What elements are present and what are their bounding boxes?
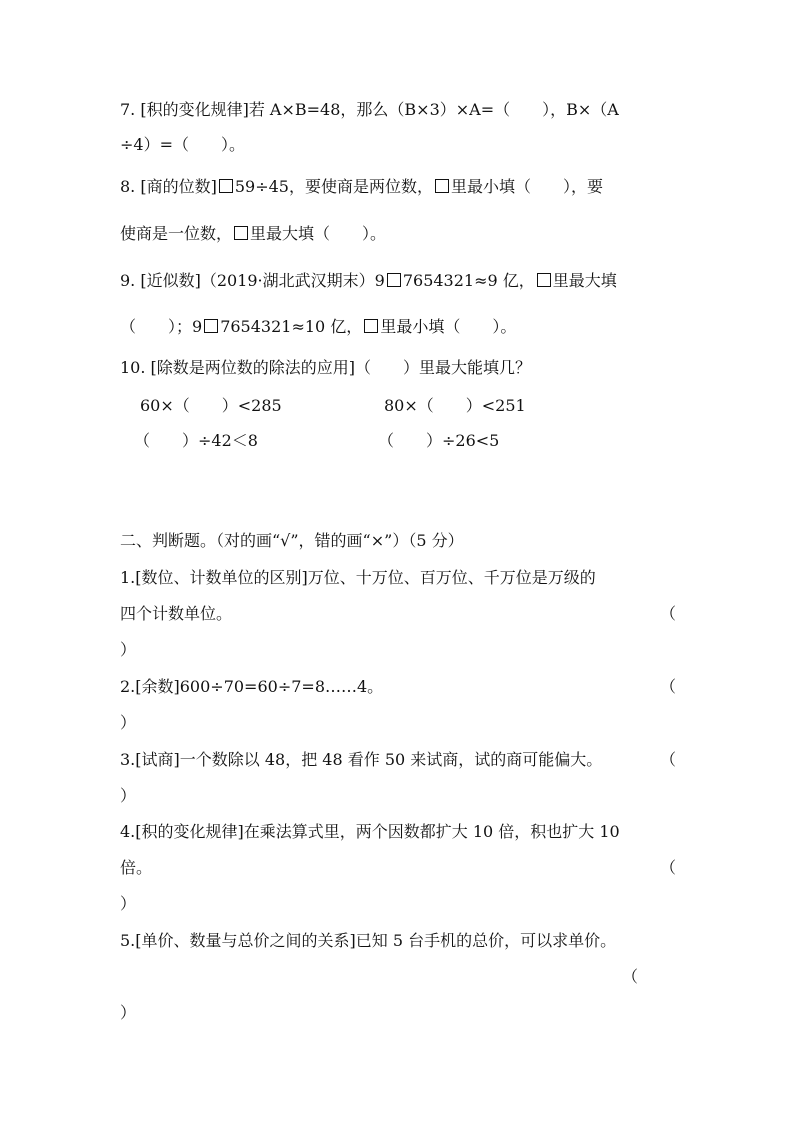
q9-text: 9. [近似数]（2019·湖北武汉期末）9 <box>120 271 385 290</box>
blank-box-icon <box>537 273 551 287</box>
judge-item-4-line-2: 倍。 <box>120 858 153 877</box>
judge-item-5-open-paren: （ <box>622 967 639 986</box>
blank-box-icon <box>234 226 248 240</box>
q8-text: 使商是一位数， <box>120 224 233 243</box>
blank-box-icon <box>364 319 378 333</box>
judge-item-4-line-1: 4.[积的变化规律]在乘法算式里，两个因数都扩大 10 倍，积也扩大 10 <box>120 822 620 841</box>
q9-text: 里最小填（ ）。 <box>380 317 517 336</box>
judge-item-3-line-1: 3.[试商]一个数除以 48，把 48 看作 50 来试商，试的商可能偏大。 <box>120 750 603 769</box>
q9-text: （ ）；9 <box>120 317 203 336</box>
judge-item-4-open-paren: （ <box>660 858 677 877</box>
judge-item-1-open-paren: （ <box>660 604 677 623</box>
q10-expr-c: （ ）÷42＜8 <box>134 431 258 450</box>
q8-line-2 <box>120 223 386 245</box>
section-2-heading: 二、判断题。（对的画“√”，错的画“×”）（5 分） <box>120 531 464 550</box>
q9-text: 里最大填 <box>552 271 617 290</box>
blank-box-icon <box>435 179 449 193</box>
q8-line-1 <box>120 176 603 198</box>
judge-item-2-open-paren: （ <box>660 677 677 696</box>
q8-text: 里最小填（ ），要 <box>450 177 603 196</box>
judge-item-3-close-paren: ） <box>120 786 137 805</box>
judge-item-3-open-paren: （ <box>660 750 677 769</box>
q10-expr-a: 60×（ ）<285 <box>140 396 282 415</box>
judge-item-5-line-1: 5.[单价、数量与总价之间的关系]已知 5 台手机的总价，可以求单价。 <box>120 931 617 950</box>
q10-expr-b: 80×（ ）<251 <box>384 396 526 415</box>
judge-item-2-line-1: 2.[余数]600÷70=60÷7=8……4。 <box>120 677 384 696</box>
q9-line-1 <box>120 270 617 292</box>
q7-line-2: ÷4）=（ ）。 <box>120 135 245 154</box>
q7-line-1: 7. [积的变化规律]若 A×B=48，那么（B×3）×A=（ ），B×（A <box>120 100 619 119</box>
q8-text: 8. [商的位数] <box>120 177 217 196</box>
q9-text: 7654321≈10 亿， <box>220 317 363 336</box>
judge-item-4-close-paren: ） <box>120 894 137 913</box>
judge-item-1-close-paren: ） <box>120 640 137 659</box>
blank-box-icon <box>219 179 233 193</box>
judge-item-1-line-1: 1.[数位、计数单位的区别]万位、十万位、百万位、千万位是万级的 <box>120 568 596 587</box>
blank-box-icon <box>387 273 401 287</box>
q8-text: 59÷45，要使商是两位数， <box>234 177 433 196</box>
q9-line-2 <box>120 316 516 338</box>
judge-item-5-close-paren: ） <box>120 1003 137 1022</box>
judge-item-1-line-2: 四个计数单位。 <box>120 604 233 623</box>
judge-item-2-close-paren: ） <box>120 713 137 732</box>
q9-text: 7654321≈9 亿， <box>402 271 535 290</box>
q10-title: 10. [除数是两位数的除法的应用]（ ）里最大能填几？ <box>120 358 532 377</box>
blank-box-icon <box>204 319 218 333</box>
q8-text: 里最大填（ ）。 <box>250 224 387 243</box>
q10-expr-d: （ ）÷26<5 <box>378 431 500 450</box>
